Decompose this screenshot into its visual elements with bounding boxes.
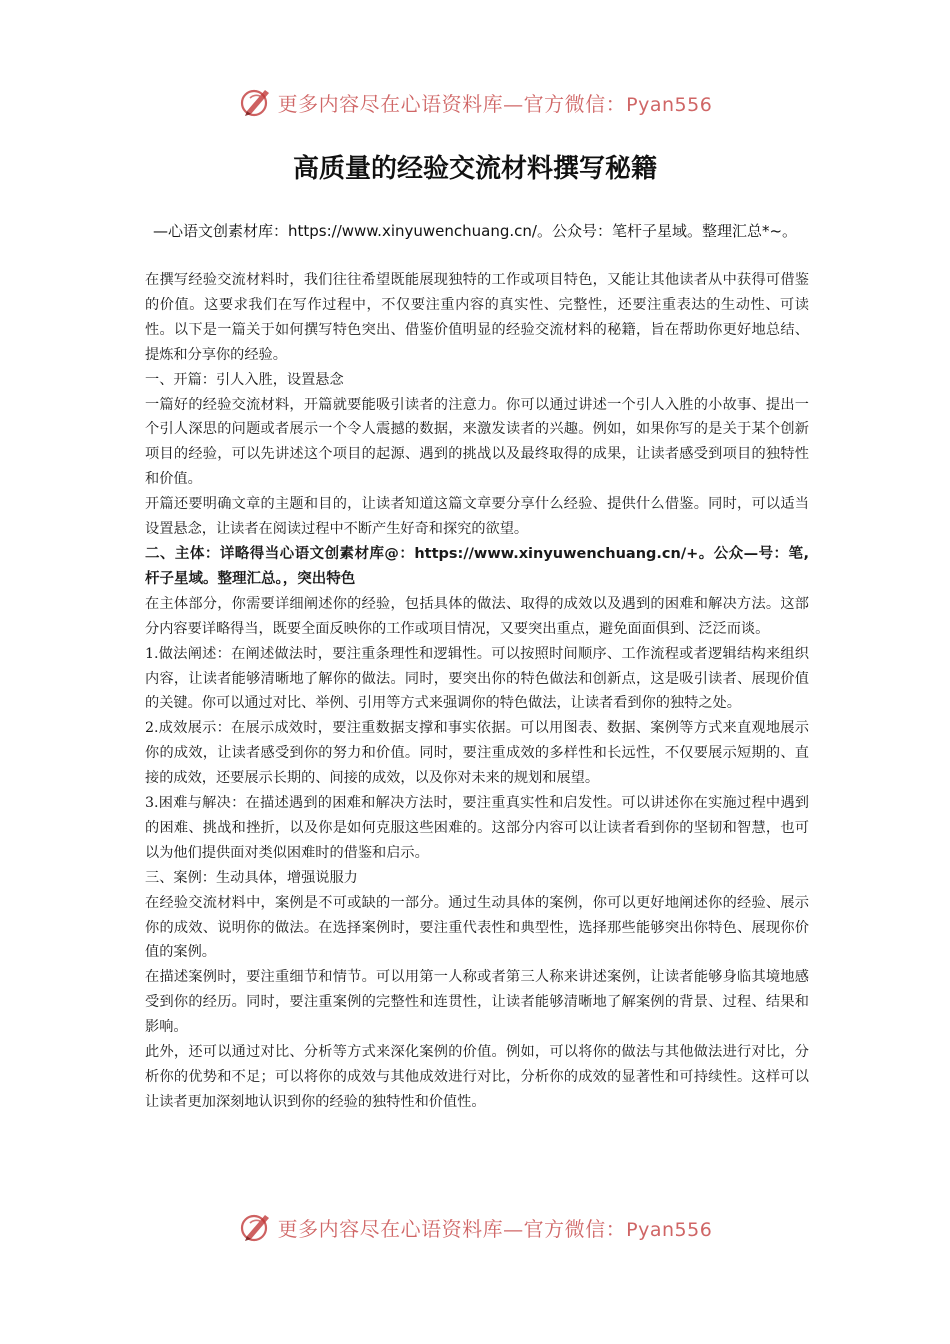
body-paragraph: 在描述案例时，要注重细节和情节。可以用第一人称或者第三人称来讲述案例，让读者能够身临其境地感受到你的经历。同时，要注重案例的完整性和连贯性，让读者能够清晰地了解案例的背景、过程、结果和影响。 [145, 969, 809, 1036]
pen-logo-icon [238, 1209, 274, 1245]
section-heading-3: 三、案例：生动具体，增强说服力 [145, 869, 358, 886]
body-paragraph: 2.成效展示：在展示成效时，要注重数据支撑和事实依据。可以用图表、数据、案例等方式来直观地展示你的成效，让读者感受到你的努力和价值。同时，要注重成效的多样性和长远性，不仅要展示短期的、直接的成效，还要展示长期的、间接的成效，以及你对未来的规划和展望。 [145, 720, 809, 787]
body-paragraph: 此外，还可以通过对比、分析等方式来深化案例的价值。例如，可以将你的做法与其他做法进行对比，分析你的优势和不足；可以将你的成效与其他成效进行对比，分析你的成效的显著性和可持续性。这样可以让读者更加深刻地认识到你的经验的独特性和价值性。 [145, 1044, 809, 1110]
body-paragraph: 在主体部分，你需要详细阐述你的经验，包括具体的做法、取得的成效以及遇到的困难和解决方法。这部分内容要详略得当，既要全面反映你的工作或项目情况，又要突出重点，避免面面俱到、泛泛而谈。 [145, 595, 809, 637]
body-paragraph: 在经验交流材料中，案例是不可或缺的一部分。通过生动具体的案例，你可以更好地阐述你的经验、展示你的成效、说明你的做法。在选择案例时，要注重代表性和典型性，选择那些能够突出你特色、展现你价值的案例。 [145, 894, 809, 961]
banner-text: 更多内容尽在心语资料库—官方微信：Pyan556 [277, 91, 713, 116]
section-heading-2: 二、主体：详略得当心语文创素材库@：https://www.xinyuwenchuang.cn/+。公众—号：笔,杆子星域。整理汇总。，突出特色 [145, 545, 809, 587]
intro-paragraph: 在撰写经验交流材料时，我们往往希望既能展现独特的工作或项目特色，又能让其他读者从中获得可借鉴的价值。这要求我们在写作过程中，不仅要注重内容的真实性、完整性，还要注重表达的生动性、可读性。以下是一篇关于如何撰写特色突出、借鉴价值明显的经验交流材料的秘籍，旨在帮助你更好地总结、提炼和分享你的经验。 [145, 272, 809, 363]
document-body [145, 268, 809, 1115]
body-paragraph: 1.做法阐述：在阐述做法时，要注重条理性和逻辑性。可以按照时间顺序、工作流程或者逻辑结构来组织内容，让读者能够清晰地了解你的做法。同时，要突出你的特色做法和创新点，这是吸引读者、展现价值的关键。你可以通过对比、举例、引用等方式来强调你的特色做法，让读者看到你的独特之处。 [145, 645, 809, 712]
header-banner [0, 82, 950, 122]
banner-wechat-id: Pyan556 [626, 93, 713, 116]
pen-logo-icon [238, 84, 274, 120]
document-title: 高质量的经验交流材料撰写秘籍 [292, 154, 657, 184]
banner-text: 更多内容尽在心语资料库—官方微信：Pyan556 [277, 1216, 713, 1241]
body-paragraph: 一篇好的经验交流材料，开篇就要能吸引读者的注意力。你可以通过讲述一个引人入胜的小故事、提出一个引人深思的问题或者展示一个令人震撼的数据，来激发读者的兴趣。例如，如果你写的是关于某个创新项目的经验，可以先讲述这个项目的起源、遇到的挑战以及最终取得的成果，让读者感受到项目的独特性和价值。 [145, 396, 809, 488]
body-paragraph: 3.困难与解决：在描述遇到的困难和解决方法时，要注重真实性和启发性。可以讲述你在实施过程中遇到的困难、挑战和挫折，以及你是如何克服这些困难的。这部分内容可以让读者看到你的坚韧和智慧，也可以为他们提供面对类似困难时的借鉴和启示。 [145, 795, 809, 861]
section-heading-1: 一、开篇：引人入胜，设置悬念 [145, 371, 344, 388]
document-subtitle: —心语文创素材库：https://www.xinyuwenchuang.cn/。公众号：笔杆子星域。整理汇总*~。 [152, 222, 798, 240]
banner-wechat-id: Pyan556 [626, 1218, 713, 1241]
body-paragraph: 开篇还要明确文章的主题和目的，让读者知道这篇文章要分享什么经验、提供什么借鉴。同时，可以适当设置悬念，让读者在阅读过程中不断产生好奇和探究的欲望。 [145, 496, 809, 538]
footer-banner [0, 1207, 950, 1247]
